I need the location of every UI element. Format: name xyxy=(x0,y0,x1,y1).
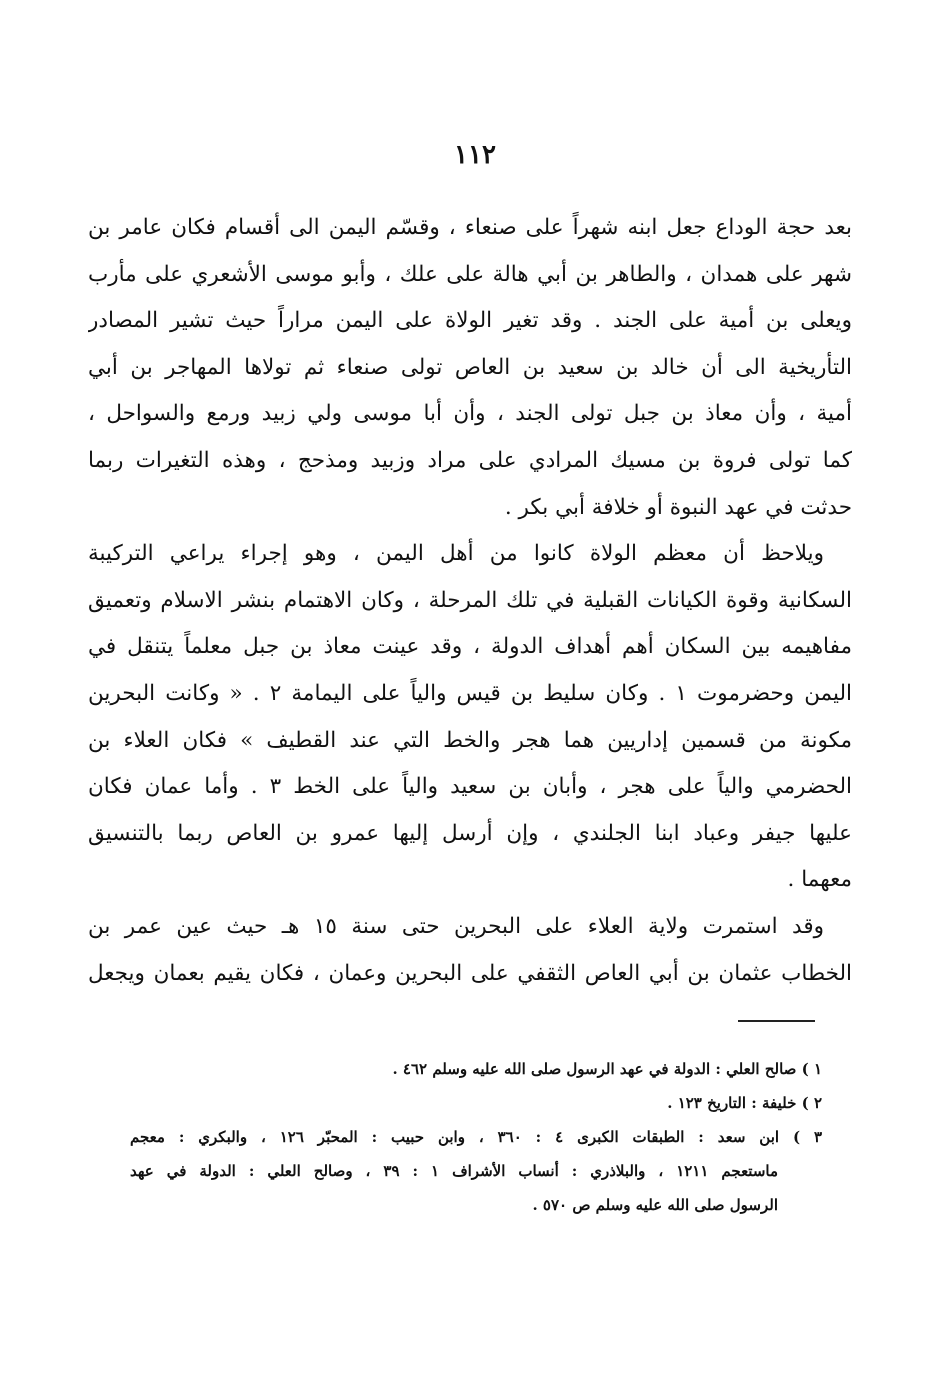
footnote-line: ١ ) صالح العلي : الدولة في عهد الرسول صلى الله عليه وسلم ٤٦٢ . xyxy=(392,1060,822,1078)
text-line: أمية ، وأن معاذ بن جبل تولى الجند ، وأن أبا موسى ولي زبيد ورمع والسواحل ، xyxy=(88,401,852,427)
text-line: كما تولى فروة بن مسيك المرادي على مراد وزبيد ومذحج ، وهذه التغيرات ربما xyxy=(88,447,852,473)
text-line: مفاهيمه بين السكان أهم أهداف الدولة ، وقد عينت معاذ بن جبل معلماً يتنقل في xyxy=(88,634,852,660)
text-line: الخطاب عثمان بن أبي العاص الثقفي على البحرين وعمان ، فكان يقيم بعمان ويجعل xyxy=(88,960,852,986)
text-line: بعد حجة الوداع جعل ابنه شهراً على صنعاء ، وقسّم اليمن الى أقسام فكان عامر بن xyxy=(88,215,852,240)
footnote-line: ٢ ) خليفة : التاريخ ١٢٣ . xyxy=(667,1094,822,1112)
text-line: التأريخية الى أن خالد بن سعيد بن العاص تولى صنعاء ثم تولاها المهاجر بن أبي xyxy=(88,354,852,380)
text-line: السكانية وقوة الكيانات القبلية في تلك المرحلة ، وكان الاهتمام بنشر الاسلام وتعميق xyxy=(88,587,852,613)
footnote-separator xyxy=(738,1020,815,1022)
text-line: ويعلى بن أمية على الجند . وقد تغير الولاة على اليمن مراراً حيث تشير المصادر xyxy=(88,308,852,334)
text-line: الحضرمي والياً على هجر ، وأبان بن سعيد والياً على الخط ٣ . وأما عمان فكان xyxy=(88,774,852,800)
body-text xyxy=(88,205,852,997)
text-line: مكونة من قسمين إداريين هما هجر والخط التي عند القطيف » فكان العلاء بن xyxy=(88,727,852,753)
footnote-line: ماستعجم ١٢١١ ، والبلاذري : أنساب الأشراف ١ : ٣٩ ، وصالح العلي : الدولة في عهد xyxy=(130,1162,779,1180)
text-line: شهر على همدان ، والطاهر بن أبي هالة على علك ، وأبو موسى الأشعري على مأرب xyxy=(88,261,852,287)
footnote-line: الرسول صلى الله عليه وسلم ص ٥٧٠ . xyxy=(532,1196,778,1214)
footnote-line: ٣ ) ابن سعد : الطبقات الكبرى ٤ : ٣٦٠ ، وابن حبيب : المحبّر ١٢٦ ، والبكري : معجم xyxy=(130,1128,822,1146)
text-line: ويلاحظ أن معظم الولاة كانوا من أهل اليمن ، وهو إجراء يراعي التركيبة xyxy=(88,541,824,567)
footnotes xyxy=(130,1052,822,1222)
text-line: عليها جيفر وعباد ابنا الجلندي ، وإن أرسل إليها عمرو بن العاص ربما بالتنسيق xyxy=(88,820,852,846)
text-line: معهما . xyxy=(787,867,852,893)
text-line: اليمن وحضرموت ١ . وكان سليط بن قيس والياً على اليمامة ٢ . « وكانت البحرين xyxy=(88,680,852,706)
text-line: وقد استمرت ولاية العلاء على البحرين حتى سنة ١٥ هـ حيث عين عمر بن xyxy=(88,913,824,939)
text-line: حدثت في عهد النبوة أو خلافة أبي بكر . xyxy=(504,494,852,520)
page-number: ١١٢ xyxy=(454,140,496,170)
